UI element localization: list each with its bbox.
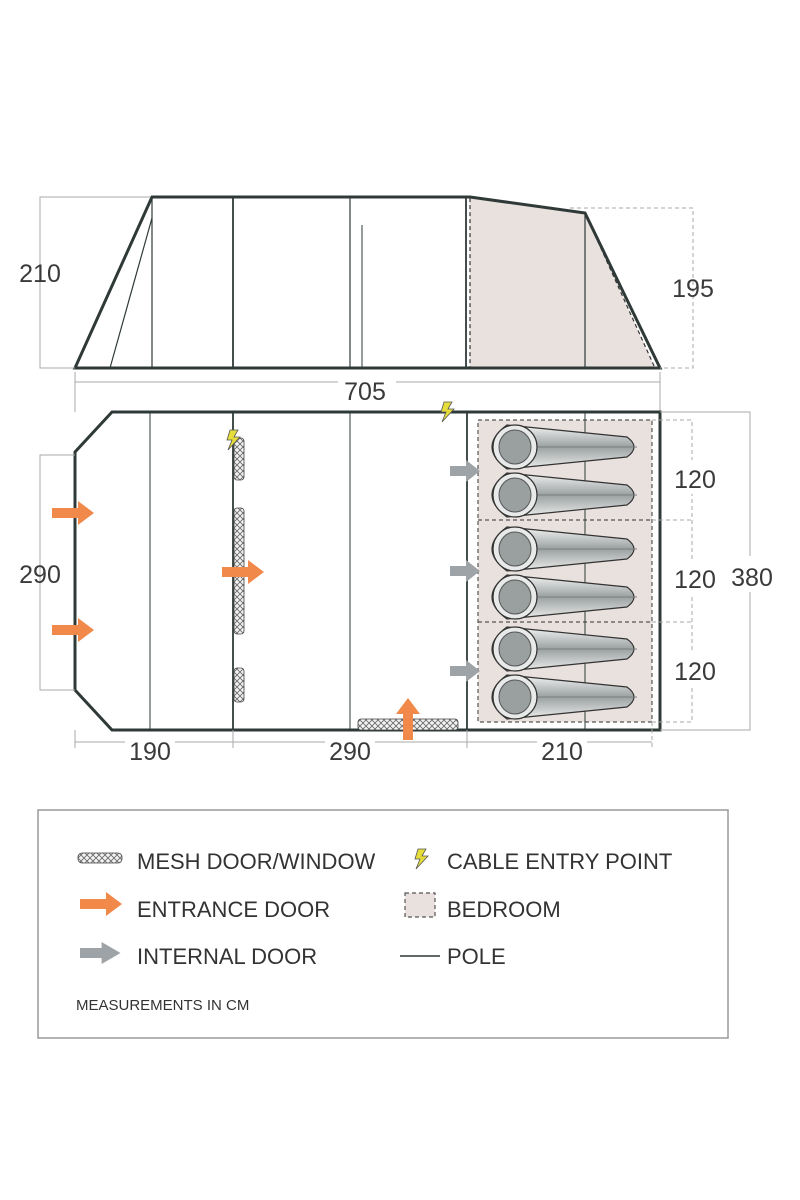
measurement-note: MEASUREMENTS IN CM <box>76 997 250 1014</box>
dim-bedroom-top: 120 <box>674 466 716 494</box>
side-elevation <box>75 197 660 368</box>
legend-bedroom-label: BEDROOM <box>447 897 561 922</box>
dim-side-height-left: 210 <box>19 260 61 288</box>
side-bedroom-area <box>470 197 655 368</box>
mesh-window-1 <box>234 438 244 480</box>
dim-side-height-right: 195 <box>672 275 714 303</box>
legend-box <box>38 810 728 1038</box>
dim-section-middle: 290 <box>329 738 371 766</box>
dim-section-right: 210 <box>541 738 583 766</box>
dim-section-left: 190 <box>129 738 171 766</box>
internal-door-arrow-2 <box>450 560 480 582</box>
internal-door-arrow-1 <box>450 460 480 482</box>
dim-bedroom-middle: 120 <box>674 566 716 594</box>
floor-plan <box>52 402 660 740</box>
legend-mesh-label: MESH DOOR/WINDOW <box>137 849 376 874</box>
mesh-window-2 <box>234 668 244 702</box>
legend-mesh-icon <box>78 853 122 863</box>
entrance-door-arrow-2 <box>52 618 94 642</box>
dim-total-length: 705 <box>344 378 386 406</box>
dim-bedroom-bottom: 120 <box>674 658 716 686</box>
legend-pole-label: POLE <box>447 944 506 969</box>
legend-internal-label: INTERNAL DOOR <box>137 944 318 969</box>
dim-total-width: 380 <box>731 564 773 592</box>
legend-entrance-label: ENTRANCE DOOR <box>137 897 331 922</box>
entrance-door-arrow-1 <box>52 501 94 525</box>
dim-floor-width: 290 <box>19 561 61 589</box>
legend-cable-label: CABLE ENTRY POINT <box>447 849 673 874</box>
legend-bedroom-icon <box>405 893 435 917</box>
internal-door-arrow-3 <box>450 660 480 682</box>
